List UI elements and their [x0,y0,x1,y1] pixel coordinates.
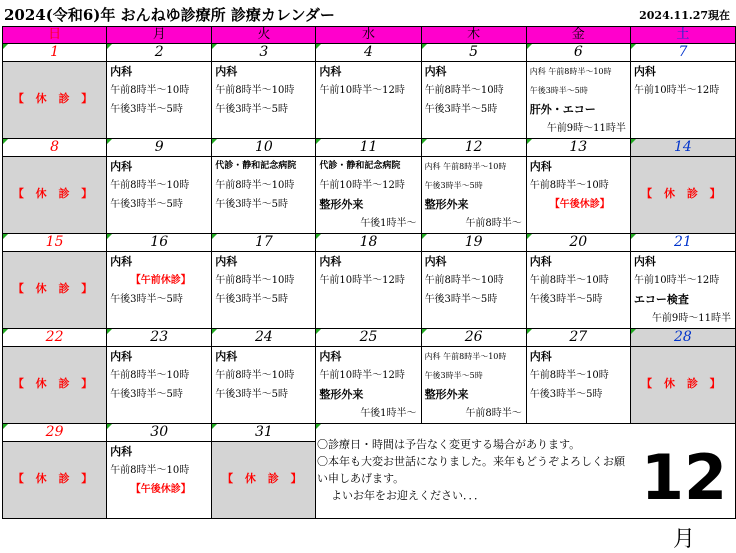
schedule-row [3,252,736,329]
day-cell [526,157,630,234]
hours: 午前10時半～12時 [319,370,405,381]
department: 内科 [215,255,238,268]
weekday-wed: 水 [316,27,421,44]
closed-label: 【 休 診 】 [12,472,97,485]
hours: 午前8時半～10時 [424,275,504,286]
day-cell [526,347,630,424]
closure-note: 【午前休診】 [130,275,191,286]
hours: 午後3時半～5時 [424,371,483,380]
day-cell [316,252,421,329]
department: 肝外・エコー [529,103,596,116]
date-number: 24 [212,329,316,347]
department: 内科 [424,65,447,78]
date-number: 9 [107,139,212,157]
weekday-sun: 日 [3,27,107,44]
day-cell [630,62,735,139]
hours: 午前10時半～12時 [319,85,405,96]
hours: 午前10時半～12時 [319,275,405,286]
date-number: 3 [212,44,316,62]
department: 内科 [110,160,133,173]
closed-label: 【 休 診 】 [12,377,97,390]
weekday-fri: 金 [526,27,630,44]
date-number: 30 [107,424,212,442]
hours: 午後3時半～5時 [110,104,183,115]
hours: 午前10時半～12時 [633,85,720,96]
department: エコー検査 [633,293,689,306]
day-cell-closed [3,252,107,329]
day-cell [421,62,526,139]
weekday-tue: 火 [212,27,316,44]
hours: 午前8時半～10時 [529,275,609,286]
notice-line: 〇本年も大変お世話になりました。来年もどうぞよろしくお願い申しあげます。 [317,455,625,485]
day-cell [212,157,316,234]
department: 整形外来 [319,388,364,401]
weekday-header-row [3,27,736,44]
department: 内科 [110,445,133,458]
hours: 午後3時半～5時 [110,199,183,210]
date-number: 23 [107,329,212,347]
hours: 午後3時半～5時 [424,104,498,115]
department: 内科 [633,65,656,78]
date-number: 22 [3,329,107,347]
day-cell [107,62,212,139]
department: 内科 午前8時半～10時 [424,352,507,361]
department: 内科 [110,350,133,363]
date-number: 12 [421,139,526,157]
date-number: 13 [526,139,630,157]
weekday-thu: 木 [421,27,526,44]
closed-label: 【 休 診 】 [12,92,97,105]
schedule-row [3,62,736,139]
department: 整形外来 [424,388,469,401]
date-number: 15 [3,234,107,252]
closed-label: 【 休 診 】 [12,187,97,200]
department: 内科 [110,255,133,268]
department: 内科 [110,65,133,78]
department: 内科 [319,255,342,268]
department: 内科 [215,65,238,78]
date-number: 10 [212,139,316,157]
date-number: 5 [421,44,526,62]
calendar-title: 2024(令和6)年 おんねゆ診療所 診療カレンダー [4,6,335,24]
day-cell [421,252,526,329]
hours: 午後3時半～5時 [424,294,498,305]
hours: 午前8時半～10時 [424,85,504,96]
weekday-sat: 土 [630,27,735,44]
closure-note: 【午後休診】 [130,484,191,495]
department: 代診・静和記念病院 [319,161,401,171]
month-number: 12 [640,441,728,514]
schedule-row [3,347,736,424]
notice-text [317,436,629,504]
date-row [3,234,736,252]
date-number: 14 [630,139,735,157]
hours: 午前8時半～10時 [529,180,609,191]
date-number: 31 [212,424,316,442]
date-row [3,139,736,157]
day-cell [421,347,526,424]
date-number: 27 [526,329,630,347]
closed-label: 【 休 診 】 [222,472,306,485]
day-cell [212,347,316,424]
date-row [3,329,736,347]
hours: 午前8時半～10時 [529,370,609,381]
day-cell [107,442,212,519]
date-row [3,44,736,62]
date-number: 16 [107,234,212,252]
department: 内科 [633,255,656,268]
date-number: 28 [630,329,735,347]
hours: 午前8時半～10時 [110,465,190,476]
date-number: 26 [421,329,526,347]
hours: 午後1時半～ [360,218,417,229]
department: 内科 [215,350,238,363]
hours: 午前8時半～10時 [215,85,295,96]
day-cell [212,252,316,329]
hours: 午前8時半～10時 [215,180,295,191]
hours: 午後1時半～ [360,408,417,419]
hours: 午後3時半～5時 [215,199,289,210]
department: 内科 [529,350,552,363]
hours: 午後3時半～5時 [110,294,183,305]
hours: 午前8時半～10時 [110,180,190,191]
hours: 午後3時半～5時 [215,389,289,400]
hours: 午前8時半～10時 [215,275,295,286]
hours: 午前9時～11時半 [546,123,626,134]
day-cell [212,62,316,139]
day-cell [316,62,421,139]
weekday-mon: 月 [107,27,212,44]
department: 内科 [319,350,342,363]
department: 内科 午前8時半～10時 [529,67,612,76]
hours: 午前8時半～10時 [110,85,190,96]
month-unit: 月 [672,527,695,552]
day-cell [526,252,630,329]
date-number: 7 [630,44,735,62]
day-cell-closed [212,442,316,519]
closed-label: 【 休 診 】 [641,187,725,200]
hours: 午後3時半～5時 [529,389,603,400]
notice-line: よいお年をお迎えください．．． [331,489,485,502]
department: 整形外来 [424,198,469,211]
hours: 午前8時半～ [465,408,522,419]
closed-label: 【 休 診 】 [641,377,725,390]
closed-label: 【 休 診 】 [12,282,97,295]
hours: 午後3時半～5時 [215,294,289,305]
day-cell [107,157,212,234]
hours: 午後3時半～5時 [110,389,183,400]
date-number: 20 [526,234,630,252]
date-number: 18 [316,234,421,252]
department: 整形外来 [319,198,364,211]
day-cell-closed [3,157,107,234]
day-cell [421,157,526,234]
department: 内科 [529,255,552,268]
hours: 午前10時半～12時 [319,180,405,191]
department: 内科 午前8時半～10時 [424,162,507,171]
department: 代診・静和記念病院 [215,161,297,171]
date-number: 29 [3,424,107,442]
department: 内科 [529,160,552,173]
hours: 午後3時半～5時 [529,294,603,305]
day-cell [107,252,212,329]
day-cell-closed [630,347,735,424]
day-cell [316,347,421,424]
day-cell-closed [3,347,107,424]
day-cell-closed [3,442,107,519]
day-cell [526,62,630,139]
hours: 午前10時半～12時 [633,275,720,286]
hours: 午前8時半～10時 [110,370,190,381]
date-number: 17 [212,234,316,252]
hours: 午前8時半～ [465,218,522,229]
department: 内科 [424,255,447,268]
date-number: 4 [316,44,421,62]
schedule-row [3,157,736,234]
date-number: 2 [107,44,212,62]
date-number: 21 [630,234,735,252]
date-number: 25 [316,329,421,347]
closure-note: 【午後休診】 [549,199,610,210]
date-number: 19 [421,234,526,252]
date-number: 1 [3,44,107,62]
date-number: 11 [316,139,421,157]
notice-line: 〇診療日・時間は予告なく変更する場合があります。 [317,438,581,451]
day-cell-closed [3,62,107,139]
date-number: 8 [3,139,107,157]
hours: 午後3時半～5時 [215,104,289,115]
department: 内科 [319,65,342,78]
month-display [632,434,736,552]
day-cell [316,157,421,234]
day-cell [107,347,212,424]
date-number: 6 [526,44,630,62]
day-cell-closed [630,157,735,234]
hours: 午後3時半～5時 [424,181,483,190]
hours: 午前8時半～10時 [215,370,295,381]
as-of-date: 2024.11.27現在 [639,9,730,22]
day-cell [630,252,735,329]
hours: 午後3時半～5時 [529,86,588,95]
hours: 午前9時～11時半 [651,313,731,324]
